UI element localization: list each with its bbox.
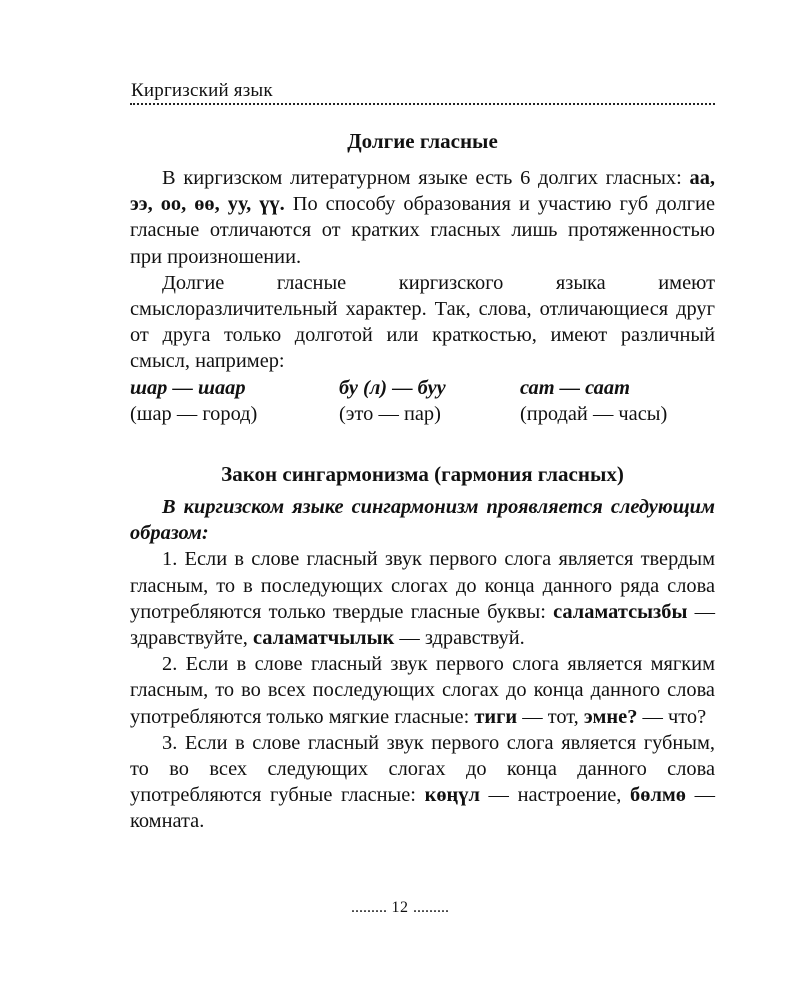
examples-gloss-row bbox=[130, 401, 715, 427]
footer-dots-right: ......... bbox=[413, 899, 449, 916]
bold-term: саламатсызбы bbox=[553, 600, 688, 623]
bold-term: бөлмө bbox=[630, 784, 686, 807]
examples-words-row bbox=[130, 375, 715, 401]
rule-2-paragraph: 2. Если в слове гласный звук первого слога является мягким гласным, то во всех последующих слогах до конца данного слова употребляются только мягкие гласные: тиги — тот, эмне? — что? bbox=[130, 653, 715, 728]
example-gloss: (продай — часы) bbox=[520, 402, 668, 425]
header-rule bbox=[130, 103, 715, 105]
footer-dots-left: ......... bbox=[351, 899, 387, 916]
bold-term: көңүл bbox=[424, 784, 480, 807]
example-word: бу (л) — буу bbox=[339, 376, 446, 399]
running-head: Киргизский язык bbox=[131, 80, 273, 101]
page-content bbox=[130, 128, 715, 835]
paragraph-long-vowels-intro: В киргизском литературном языке есть 6 долгих гласных: аа, ээ, оо, өө, уу, үү. По способу образования и участию губ долгие гласные отличаются от кратких гласных лишь протяженностью при произношении. bbox=[130, 167, 715, 268]
synharmonism-lead: В киргизском языке сингармонизм проявляется следующим образом: bbox=[130, 496, 715, 545]
bold-term: эмне? bbox=[583, 705, 638, 728]
bold-term: тиги bbox=[474, 705, 518, 728]
example-gloss: (это — пар) bbox=[339, 402, 441, 425]
page-number: 12 bbox=[391, 899, 409, 916]
bold-term: саламатчылык bbox=[252, 627, 395, 650]
examples-table bbox=[130, 375, 715, 427]
section-title-synharmonism: Закон сингармонизма (гармония гласных) bbox=[221, 462, 624, 487]
paragraph-long-vowels-meaning: Долгие гласные киргизского языка имеют смыслоразличительный характер. Так, слова, отличающиеся друг от друга только долготой или краткостью, имеют различный смысл, например: bbox=[130, 271, 715, 373]
rule-3-paragraph: 3. Если в слове гласный звук первого слога является губным, то во всех следующих слогах до конца данного слова употребляются губные гласные: көңүл — настроение, бөлмө — комната. bbox=[130, 731, 715, 833]
section-title-long-vowels: Долгие гласные bbox=[347, 129, 498, 153]
bold-term: аа, ээ, оо, өө, уу, үү. bbox=[130, 167, 715, 216]
example-word: шар — шаар bbox=[130, 376, 246, 399]
rule-1-paragraph: 1. Если в слове гласный звук первого слога является твердым гласным, то в последующих слогах до конца данного ряда слова употребляются только твердые гласные буквы: саламатсызбы — здравствуйте, саламатчылык — здравствуй. bbox=[130, 548, 715, 650]
example-word: сат — саат bbox=[520, 376, 630, 399]
example-gloss: (шар — город) bbox=[130, 402, 258, 425]
page-footer bbox=[0, 899, 800, 917]
